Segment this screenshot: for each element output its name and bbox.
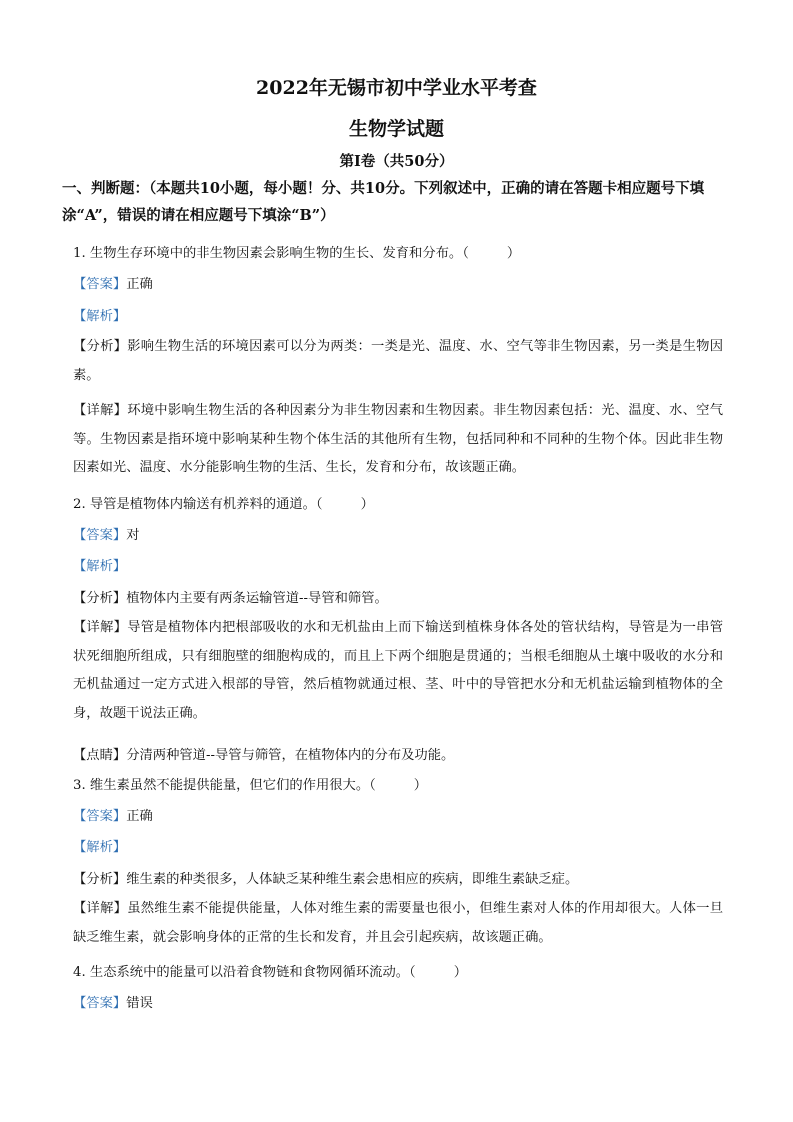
question-4-answer: 【答案】错误 [73,996,153,1011]
question-1-detail: 【详解】环境中影响生物生活的各种因素分为非生物因素和生物因素。非生物因素包括：光、温度、水、空气等。生物因素是指环境中影响某种生物个体生活的其他所有生物，包括同种和不同种的生物个体。因此非生物因素如光、温度、水分能影响生物的生活、生长，发育和分布，故该题正确。 [73,403,723,476]
question-2-stem: 2. 导管是植物体内输送有机养料的通道。（ ） [73,497,374,512]
question-3-stem: 3. 维生素虽然不能提供能量，但它们的作用很大。（ ） [73,778,428,793]
analysis-label: 【解析】 [73,840,127,855]
answer-label: 【答案】 [73,277,127,292]
question-3-detail: 【详解】虽然维生素不能提供能量，人体对维生素的需要量也很小，但维生素对人体的作用却很大。人体一旦缺乏维生素，就会影响身体的正常的生长和发育，并且会引起疾病，故该题正确。 [73,901,723,945]
question-3-analysis [73,839,733,857]
question-3-answer: 【答案】正确 [73,809,153,824]
question-2-point: 【点睛】分清两种管道--导管与筛管，在植物体内的分布及功能。 [73,748,455,763]
question-2-detail: 【详解】导管是植物体内把根部吸收的水和无机盐由上而下输送到植株身体各处的管状结构，导管是为一串管状死细胞所组成，只有细胞壁的细胞构成的，而且上下两个细胞是贯通的；当根毛细胞从土壤中吸收的水分和无机盐通过一定方式进入根部的导管，然后植物就通过根、茎、叶中的导管把水分和无机盐运输到植物体的全身，故题干说法正确。 [73,620,723,722]
analysis-label: 【解析】 [73,559,127,574]
section-heading: 一、判断题：（本题共10小题，每小题！分、共10分。下列叙述中，正确的请在答题卡相应题号下填涂“A”，错误的请在相应题号下填涂“B”） [62,180,705,224]
question-1-stem: 1. 生物生存环境中的非生物因素会影响生物的生长、发育和分布。（ ） [73,246,521,261]
question-2-analysis [73,558,733,576]
question-2-fenxi: 【分析】植物体内主要有两条运输管道--导管和筛管。 [73,591,388,606]
answer-label: 【答案】 [73,809,127,824]
question-3-fenxi: 【分析】维生素的种类很多，人体缺乏某种维生素会患相应的疾病，即维生素缺乏症。 [73,872,579,887]
answer-label: 【答案】 [73,996,127,1011]
question-1-analysis [73,308,733,326]
exam-subtitle: 生物学试题 [348,118,444,140]
exam-title: 2022年无锡市初中学业水平考查 [256,77,537,99]
volume-heading: 第Ⅰ卷（共50分） [339,153,454,170]
analysis-label: 【解析】 [73,309,127,324]
question-4-stem: 4. 生态系统中的能量可以沿着食物链和食物网循环流动。（ ） [73,965,467,980]
question-1-fenxi: 【分析】影响生物生活的环境因素可以分为两类：一类是光、温度、水、空气等非生物因素，另一类是生物因素。 [73,339,723,383]
answer-label: 【答案】 [73,528,127,543]
question-1-answer: 【答案】正确 [73,277,153,292]
question-2-answer: 【答案】对 [73,528,140,543]
